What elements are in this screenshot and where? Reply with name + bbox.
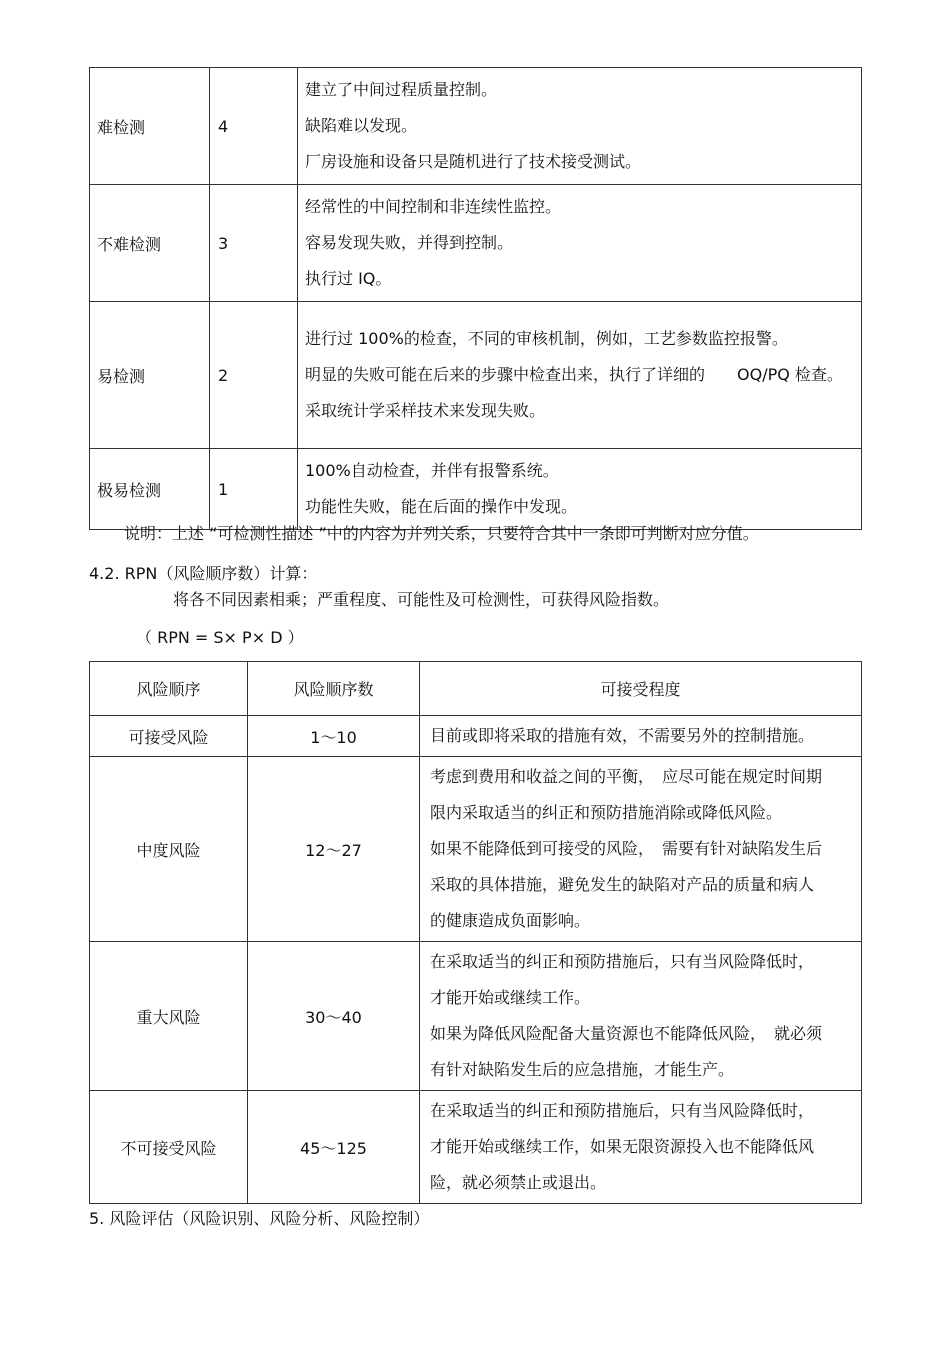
risk-range: 30～40 [248,942,420,1091]
table-row [90,302,862,449]
description-line: 进行过 100%的检查，不同的审核机制，例如，工艺参数监控报警。 [305,329,788,348]
detect-description [298,68,862,185]
detect-score: 1 [210,449,298,530]
risk-order: 重大风险 [90,942,248,1091]
acceptability-line: 目前或即将采取的措施有效，不需要另外的控制措施。 [430,726,815,745]
detect-description [298,302,862,449]
risk-range: 1～10 [248,716,420,757]
column-header: 可接受程度 [420,662,862,716]
section-heading: 4.2. RPN（风险顺序数）计算： [89,564,318,583]
risk-acceptability [420,757,862,942]
acceptability-line: 如果为降低风险配备大量资源也不能降低风险， 就必须 [430,1024,823,1043]
table-note: 说明：上述 “可检测性描述 ”中的内容为并列关系，只要符合其中一条即可判断对应分值。 [124,524,759,543]
detectability-table [89,67,862,530]
detect-score: 4 [210,68,298,185]
table-row [90,449,862,530]
acceptability-line: 采取的具体措施，避免发生的缺陷对产品的质量和病人 [430,875,815,894]
detect-description [298,449,862,530]
risk-order: 不可接受风险 [90,1091,248,1204]
column-header: 风险顺序数 [248,662,420,716]
acceptability-line: 才能开始或继续工作。 [430,988,591,1007]
description-line: 缺陷难以发现。 [305,116,418,135]
acceptability-line: 在采取适当的纠正和预防措施后，只有当风险降低时， [430,952,815,971]
table-row [90,185,862,302]
acceptability-line: 才能开始或继续工作，如果无限资源投入也不能降低风 [430,1137,815,1156]
detect-description [298,185,862,302]
rpn-formula: （ RPN = S× P× D ） [136,628,304,647]
risk-acceptability [420,942,862,1091]
section-heading: 5. 风险评估（风险识别、风险分析、风险控制） [89,1209,430,1228]
description-line: 采取统计学采样技术来发现失败。 [305,401,546,420]
risk-acceptability [420,1091,862,1204]
table-row [90,1091,862,1204]
acceptability-line: 的健康造成负面影响。 [430,911,591,930]
table-row [90,942,862,1091]
description-line: 厂房设施和设备只是随机进行了技术接受测试。 [305,152,642,171]
detect-level: 难检测 [90,68,210,185]
table-row [90,757,862,942]
detect-level: 不难检测 [90,185,210,302]
detect-level: 极易检测 [90,449,210,530]
acceptability-line: 如果不能降低到可接受的风险， 需要有针对缺陷发生后 [430,839,823,858]
acceptability-line: 在采取适当的纠正和预防措施后，只有当风险降低时， [430,1101,815,1120]
risk-range: 45～125 [248,1091,420,1204]
acceptability-line: 限内采取适当的纠正和预防措施消除或降低风险。 [430,803,783,822]
detect-score: 2 [210,302,298,449]
section-text: 将各不同因素相乘；严重程度、可能性及可检测性，可获得风险指数。 [173,590,670,609]
description-line: 明显的失败可能在后来的步骤中检查出来，执行了详细的 OQ/PQ 检查。 [305,365,843,384]
table-header-row [90,662,862,716]
risk-order: 可接受风险 [90,716,248,757]
description-line: 建立了中间过程质量控制。 [305,80,498,99]
description-line: 100%自动检查，并伴有报警系统。 [305,461,559,480]
table-row [90,68,862,185]
risk-acceptability [420,716,862,757]
risk-order: 中度风险 [90,757,248,942]
description-line: 执行过 IQ。 [305,269,392,288]
description-line: 功能性失败，能在后面的操作中发现。 [305,497,578,516]
acceptability-line: 险，就必须禁止或退出。 [430,1173,607,1192]
detect-score: 3 [210,185,298,302]
detect-level: 易检测 [90,302,210,449]
column-header: 风险顺序 [90,662,248,716]
description-line: 容易发现失败，并得到控制。 [305,233,514,252]
acceptability-line: 有针对缺陷发生后的应急措施，才能生产。 [430,1060,735,1079]
rpn-table [89,661,862,1204]
risk-range: 12～27 [248,757,420,942]
description-line: 经常性的中间控制和非连续性监控。 [305,197,562,216]
table-row [90,716,862,757]
acceptability-line: 考虑到费用和收益之间的平衡， 应尽可能在规定时间期 [430,767,823,786]
